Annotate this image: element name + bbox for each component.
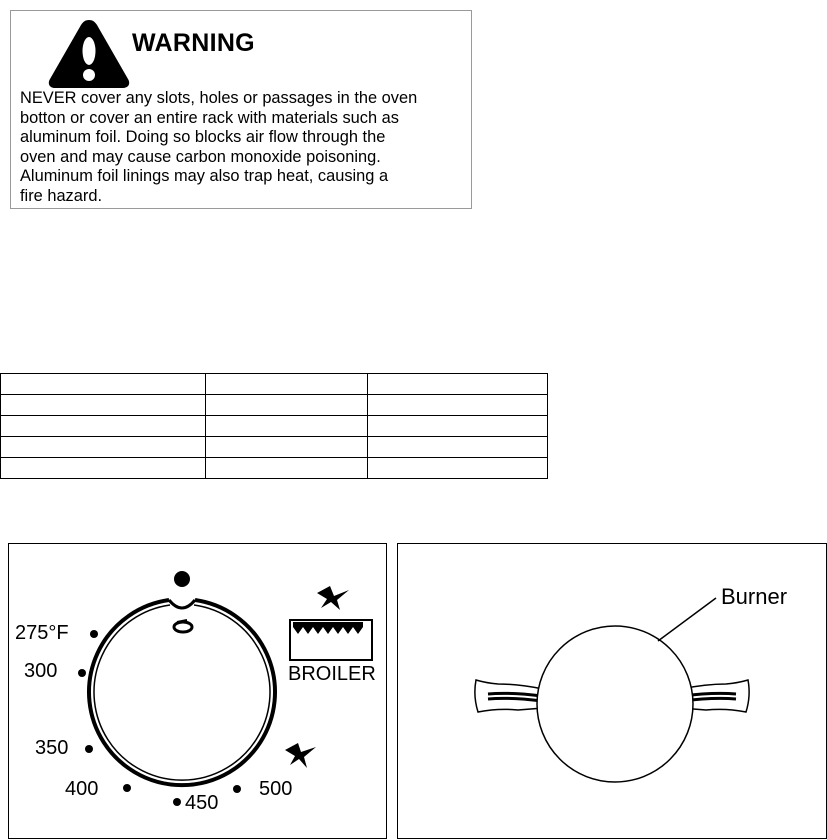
off-dot-icon [174,571,190,587]
temp-label-300: 300 [24,660,58,682]
table-cell [1,437,206,458]
table-cell [206,374,368,395]
table-row [1,437,548,458]
table-cell [1,416,206,437]
temp-label-400: 400 [65,778,99,800]
dial-ring-outer [89,600,275,785]
temp-label-450: 450 [185,792,219,814]
table-cell [1,458,206,479]
warning-line: botton or cover an entire rack with materials such as [20,108,399,127]
table-row [1,416,548,437]
dial-pointer-icon [174,622,192,632]
temp-label-500: 500 [259,778,293,800]
table-cell [368,458,548,479]
table-row [1,458,548,479]
broiler-grate-icon [290,620,372,660]
temp-dot-350 [85,745,93,753]
temp-dot-500 [233,785,241,793]
warning-text [20,89,470,207]
warning-line: Aluminum foil linings may also trap heat, causing a [20,167,389,186]
warning-box [10,10,472,209]
oven-dial-panel [8,543,387,839]
table-cell [368,395,548,416]
temp-label-350: 350 [35,737,69,759]
dial-notch [169,600,195,608]
burner-leader-line [658,598,716,641]
table-cell [206,437,368,458]
blank-table [0,373,548,479]
table-cell [1,395,206,416]
table-cell [368,416,548,437]
burner-circle [537,626,693,782]
temp-dot-275 [90,630,98,638]
warning-line: NEVER cover any slots, holes or passages in the oven [20,89,418,107]
table-cell [206,458,368,479]
star-icon [285,743,316,768]
table-cell [368,374,548,395]
temp-dot-450 [173,798,181,806]
star-icon [317,586,349,610]
burner-panel [397,543,827,839]
warning-triangle-icon [46,17,132,91]
burner-label: Burner [721,584,788,609]
temp-dot-300 [78,669,86,677]
warning-title: WARNING [132,29,255,57]
table-row [1,395,548,416]
temp-label-275: 275°F [15,622,69,644]
warning-line: oven and may cause carbon monoxide poisoning. [20,147,381,166]
table-cell [206,395,368,416]
temp-dot-400 [123,784,131,792]
warning-line: aluminum foil. Doing so blocks air flow through the [20,128,386,147]
broiler-label: BROILER [288,663,376,685]
table-row [1,374,548,395]
table-cell [368,437,548,458]
table-cell [1,374,206,395]
burner-wing-left [475,680,543,712]
table-cell [206,416,368,437]
warning-line: fire hazard. [20,186,102,205]
